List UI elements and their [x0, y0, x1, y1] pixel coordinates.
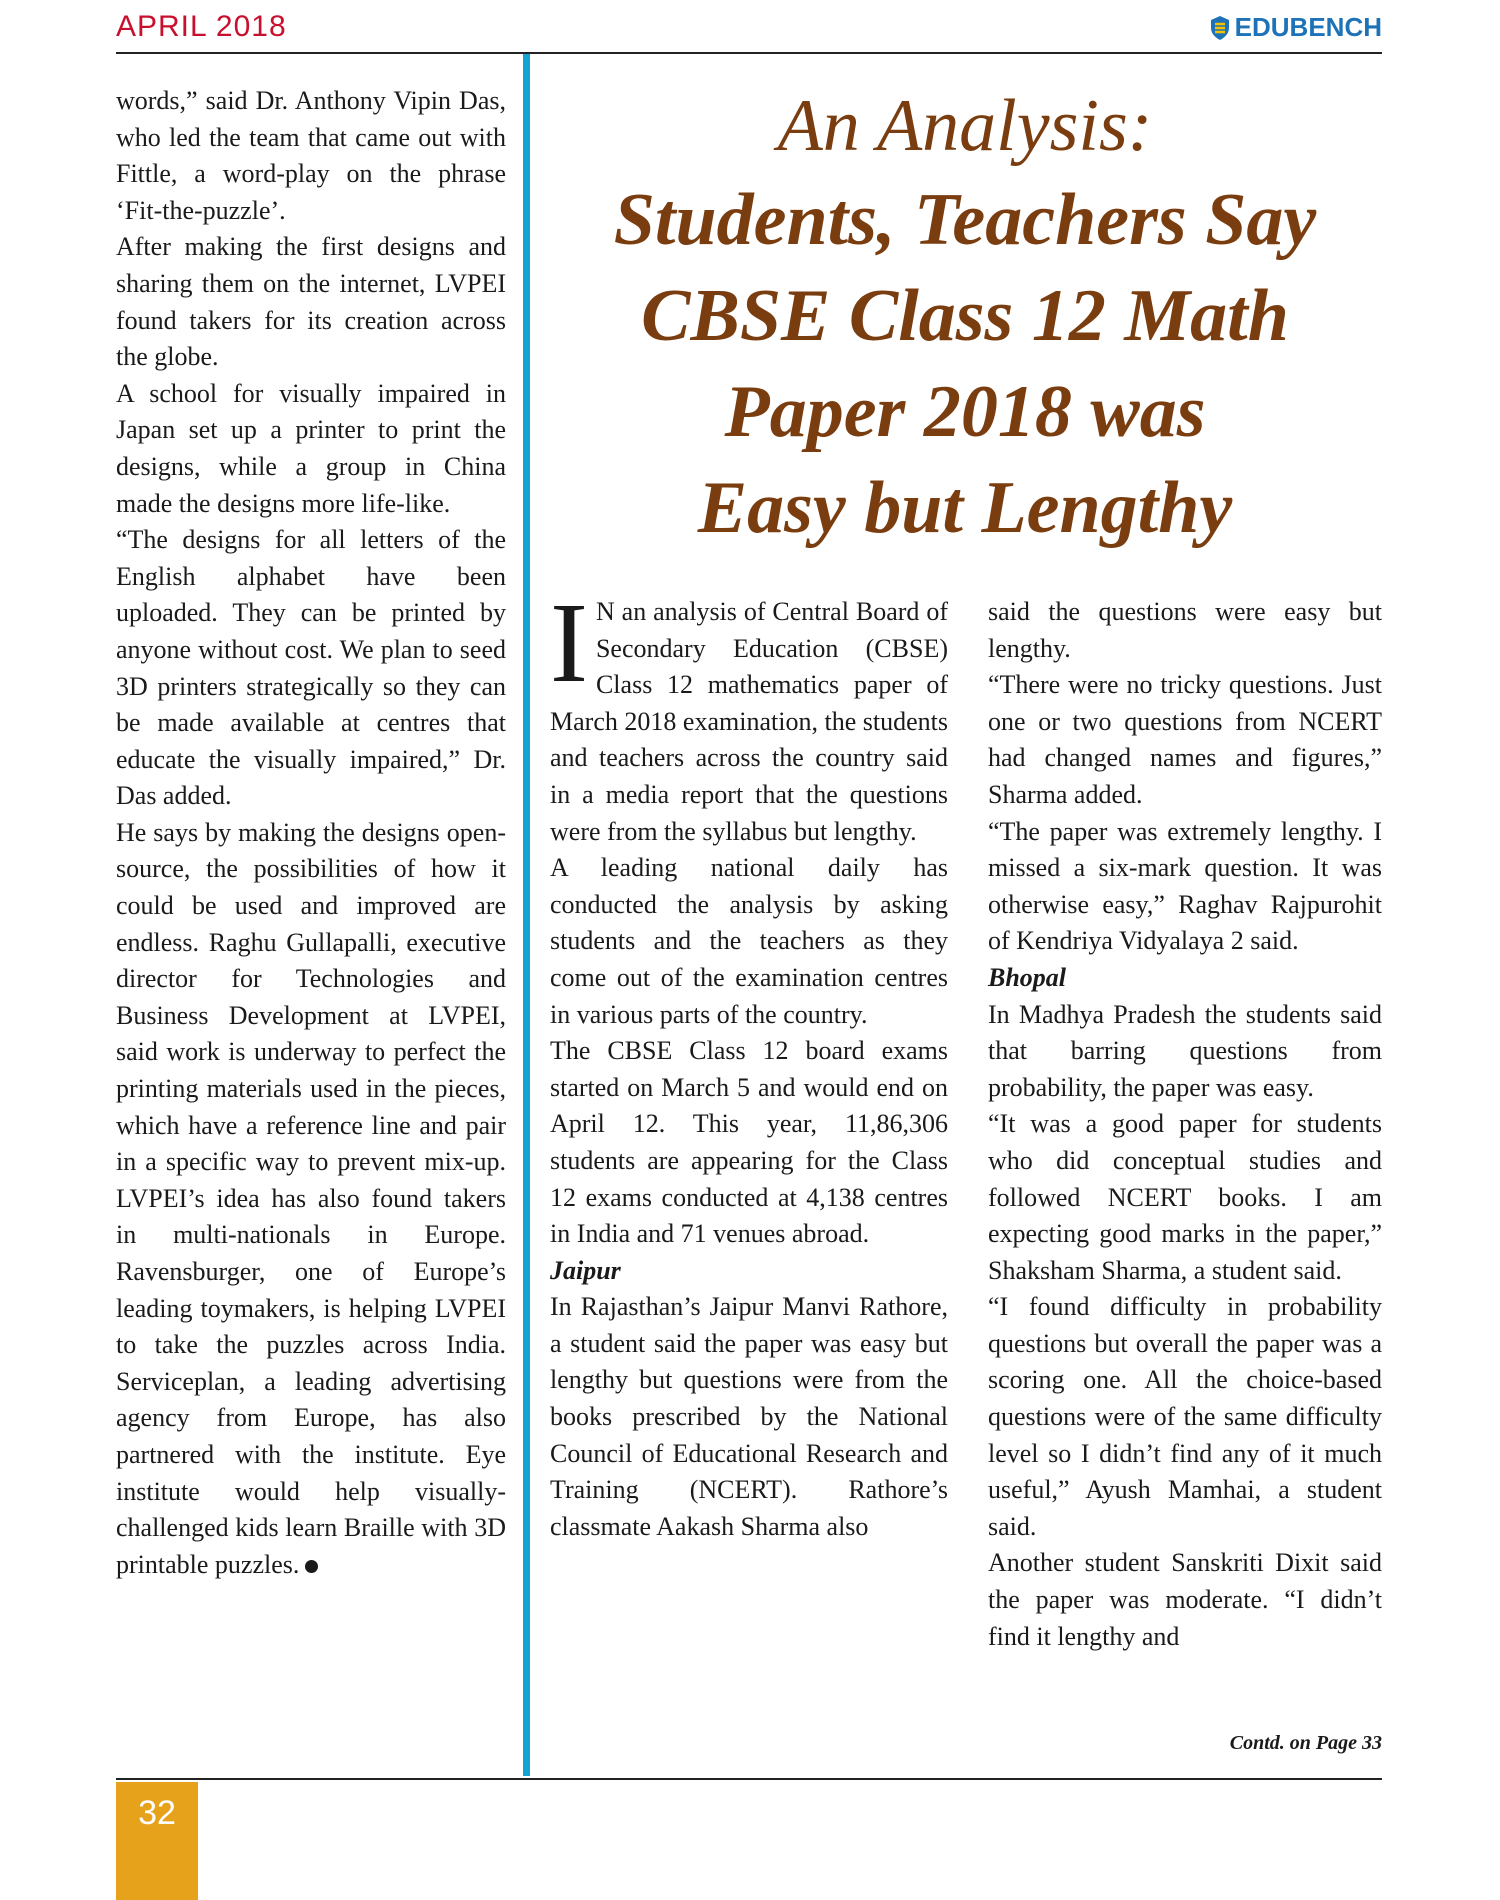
paragraph: “There were no tricky questions. Just one or two questions from NCERT had changed names and figures,” Sharma added.	[988, 670, 1382, 809]
title-line: Students, Teachers Say	[613, 179, 1317, 261]
article-title	[540, 80, 1390, 556]
paragraph: In Madhya Pradesh the students said that barring questions from probability, the paper was easy.	[988, 999, 1382, 1102]
lead-text: N an analysis of Central Board of Secondary Education (CBSE) Class 12 mathematics paper of March 2018 examination, the students and teachers across the country said in a media report that the questions were from the syllabus but lengthy.	[550, 597, 948, 846]
page-number: 32	[116, 1782, 198, 1900]
paragraph: “I found difficulty in probability questions but overall the paper was a scoring one. All the choice-based questions were of the same difficulty level so I didn’t find any of it much useful,” Ayush Mamhai, a student said.	[988, 1292, 1382, 1541]
shield-logo-icon	[1209, 15, 1231, 41]
title-line: Easy but Lengthy	[697, 467, 1233, 549]
article-column-2	[988, 594, 1382, 1655]
header-rule	[116, 52, 1382, 54]
brand-name: EDUBENCH	[1234, 12, 1382, 42]
paragraph: A school for visually impaired in Japan set up a printer to print the designs, while a group in China made the designs more life-like.	[116, 378, 506, 518]
subheading-bhopal: Bhopal	[988, 962, 1067, 992]
paragraph: A leading national daily has conducted the analysis by asking students and the teachers as they come out of the examination centres in various parts of the country.	[550, 853, 948, 1029]
lead-paragraph	[550, 579, 948, 850]
paragraph: He says by making the designs open-source, the possibilities of how it could be used and improved are endless. Raghu Gullapalli, executive director for Technologies and Business Development at LVPEI, said work is underway to perfect the printing materials used in the pieces, which have a reference line and pair in a specific way to prevent mix-up. LVPEI’s idea has also found takers in multi-nationals in Europe. Ravensburger, one of Europe’s leading toymakers, is helping LVPEI to take the puzzles across India. Serviceplan, a leading advertising agency from Europe, has also partnered with the institute. Eye institute would help visually-challenged kids learn Braille with 3D printable puzzles.	[116, 817, 506, 1579]
paragraph: Another student Sanskriti Dixit said the paper was moderate. “I didn’t find it lengthy and	[988, 1548, 1382, 1651]
paragraph: “The designs for all letters of the English alphabet have been uploaded. They can be printed by anyone without cost. We plan to seed 3D printers strategically so they can be made available at centres that educate the visually impaired,” Dr. Das added.	[116, 525, 506, 811]
paragraph-with-end-mark	[116, 815, 506, 1583]
drop-cap: I	[550, 579, 588, 706]
paragraph: In Rajasthan’s Jaipur Manvi Rathore, a student said the paper was easy but lengthy but questions were from the books prescribed by the National Council of Educational Research and Training (NCERT). Rathore’s classmate Aakash Sharma also	[550, 1292, 948, 1541]
paragraph: After making the first designs and sharing them on the internet, LVPEI found takers for its creation across the globe.	[116, 232, 506, 372]
subheading-jaipur: Jaipur	[550, 1255, 621, 1285]
end-mark-icon	[305, 1560, 318, 1573]
paragraph: “The paper was extremely lengthy. I missed a six-mark question. It was otherwise easy,” Raghav Rajpurohit of Kendriya Vidyalaya 2 said.	[988, 816, 1382, 956]
column-divider	[523, 54, 530, 1776]
paragraph: said the questions were easy but lengthy.	[988, 597, 1382, 663]
title-line: CBSE Class 12 Math	[641, 275, 1289, 357]
issue-date: APRIL 2018	[116, 10, 287, 43]
continued-note: Contd. on Page 33	[1229, 1732, 1382, 1754]
article-column-1	[550, 579, 948, 1545]
title-line: Paper 2018 was	[724, 371, 1206, 453]
paragraph: words,” said Dr. Anthony Vipin Das, who led the team that came out with Fittle, a word-play on the phrase ‘Fit-the-puzzle’.	[116, 86, 506, 225]
left-column	[116, 83, 506, 1583]
paragraph: The CBSE Class 12 board exams started on March 5 and would end on April 12. This year, 11,86,306 students are appearing for the Class 12 exams conducted at 4,138 centres in India and 71 venues abroad.	[550, 1036, 948, 1249]
footer-rule	[116, 1778, 1382, 1780]
paragraph: “It was a good paper for students who did conceptual studies and followed NCERT books. I am expecting good marks in the paper,” Shaksham Sharma, a student said.	[988, 1109, 1382, 1285]
title-kicker: An Analysis:	[777, 85, 1153, 167]
brand-logo	[1209, 12, 1382, 43]
